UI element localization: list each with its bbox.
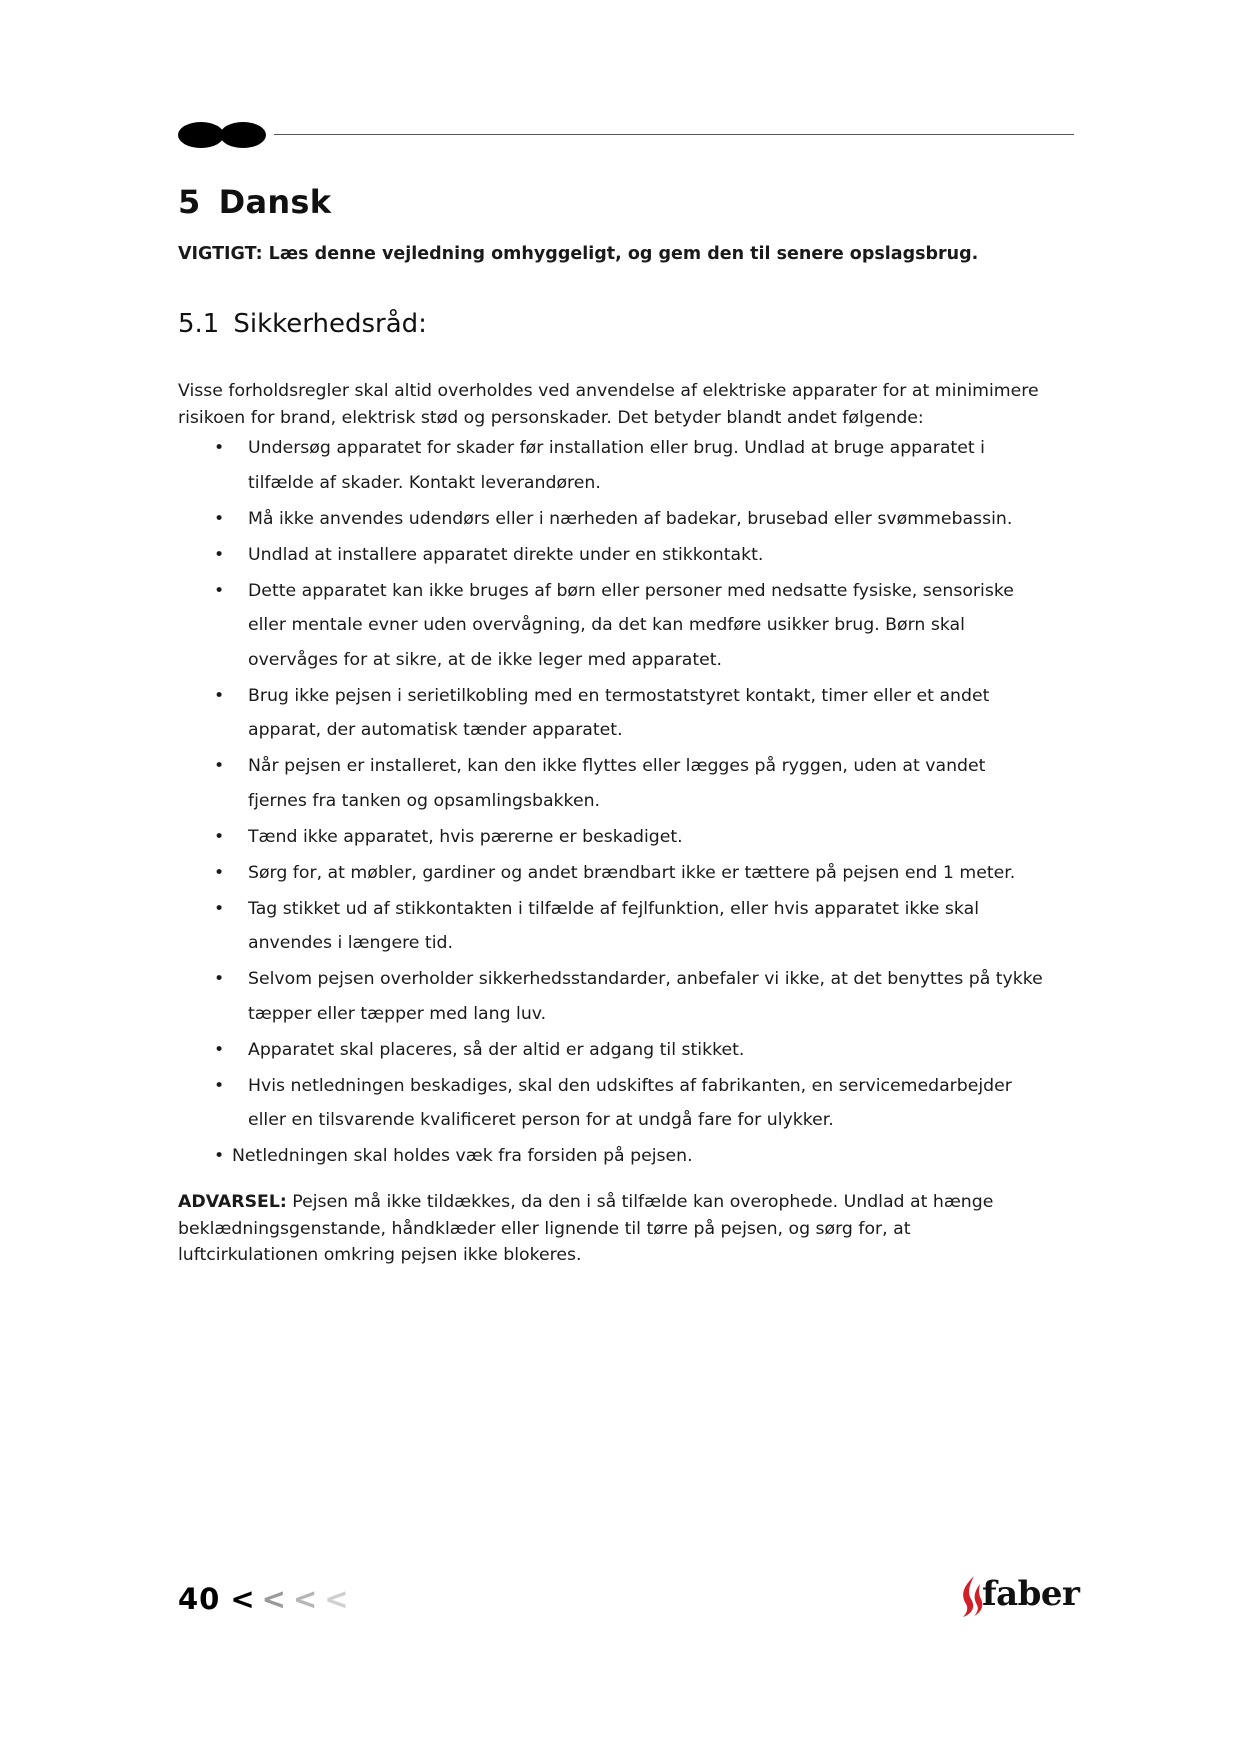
list-item-line: Apparatet skal placeres, så der altid er adgang til stikket. [248,1039,745,1060]
subsection-title [178,309,427,339]
list-item-line: Dette apparatet kan ikke bruges af børn eller personer med nedsatte fysiske, sensoriske [248,580,1014,601]
list-item [178,538,1078,573]
bullet-icon: • [214,685,225,706]
list-item-line: Må ikke anvendes udendørs eller i nærheden af badekar, brusebad eller svømmebassin. [248,508,1013,529]
list-item-line: Når pejsen er installeret, kan den ikke flyttes eller lægges på ryggen, uden at vandet [248,756,986,776]
flame-icon [958,1574,984,1618]
section-title-text: Dansk [218,183,332,221]
list-item-line: Tag stikket ud af stikkontakten i tilfælde af fejlfunktion, eller hvis apparatet ikke skal [248,898,979,919]
list-item-line: anvendes i længere tid. [248,933,453,953]
bullet-icon: • [214,1075,225,1096]
page-number: 40 [178,1582,221,1616]
chevron-icon: < [292,1582,319,1616]
list-item [178,1033,1078,1068]
bullet-icon: • [214,898,225,919]
faber-logo [958,1574,1088,1618]
chevron-icon: < [324,1582,350,1616]
bullet-icon: • [214,969,225,989]
list-item [178,820,1078,855]
list-item-line: tæpper eller tæpper med lang luv. [248,1003,547,1024]
bullet-icon: • [214,580,225,601]
intro-line-2: risikoen for brand, elektrisk stød og personskader. Det betyder blandt andet følgende: [178,407,924,428]
list-item-line: Undersøg apparatet for skader før installation eller brug. Undlad at bruge apparatet i [248,438,985,458]
bullet-icon: • [214,862,225,883]
header-mark [178,122,268,148]
list-item-line: overvåges for at sikre, at de ikke leger med apparatet. [248,649,723,670]
list-item-line: tilfælde af skader. Kontakt leverandøren. [248,472,601,493]
list-item [178,1139,1078,1174]
chevron-icon: < [230,1582,256,1616]
header-oval-right [220,122,266,148]
chevron-icon: < [261,1582,287,1616]
list-item-line: Hvis netledningen beskadiges, skal den udskiftes af fabrikanten, en servicemedarbejder [248,1075,1012,1096]
list-item-line: eller mentale evner uden overvågning, da det kan medføre usikker brug. Børn skal [248,615,965,635]
list-item-line: Undlad at installere apparatet direkte under en stikkontakt. [248,544,764,565]
list-item [178,574,1078,678]
list-item [178,1069,1078,1138]
list-item-line: eller en tilsvarende kvalificeret person for at undgå fare for ulykker. [248,1110,834,1130]
list-item-line: Selvom pejsen overholder sikkerhedsstandarder, anbefaler vi ikke, at det benyttes på tykke [248,969,1043,989]
list-item [178,856,1078,891]
list-item-line: Tænd ikke apparatet, hvis pærerne er beskadiget. [248,826,683,847]
header-rule [274,134,1074,135]
header-oval-left [178,122,224,148]
list-item [178,962,1078,1031]
subsection-title-text: Sikkerhedsråd: [233,309,427,339]
bullet-icon: • [214,544,225,565]
subsection-number: 5.1 [178,309,220,339]
safety-list [178,431,1078,1175]
list-item-line: apparat, der automatisk tænder apparatet. [248,720,623,740]
list-item [178,749,1078,818]
page-number-footer [178,1582,350,1616]
list-item-line: Netledningen skal holdes væk fra forsiden på pejsen. [232,1146,693,1166]
flame-stroke-outer [963,1576,974,1617]
list-item-line: Sørg for, at møbler, gardiner og andet brændbart ikke er tættere på pejsen end 1 meter. [248,862,1016,883]
bullet-icon: • [214,826,225,847]
bullet-icon: • [214,438,225,458]
list-item-line: Brug ikke pejsen i serietilkobling med en termostatstyret kontakt, timer eller et andet [248,685,990,706]
brand-wordmark: faber [982,1574,1080,1614]
list-item [178,431,1078,500]
list-item-line: fjernes fra tanken og opsamlingsbakken. [248,790,601,811]
bullet-icon: • [214,1146,225,1166]
warning-paragraph [178,1189,1068,1269]
list-item [178,679,1078,748]
important-notice: VIGTIGT: Læs denne vejledning omhyggeligt, og gem den til senere opslagsbrug. [178,244,979,264]
intro-line-1: Visse forholdsregler skal altid overholdes ved anvendelse af elektriske apparater for at minimimere [178,381,1039,401]
bullet-icon: • [214,508,225,529]
warning-label: ADVARSEL: [178,1192,287,1212]
list-item [178,502,1078,537]
warning-line-3: luftcirkulationen omkring pejsen ikke blokeres. [178,1245,582,1265]
bullet-icon: • [214,756,225,776]
bullet-icon: • [214,1039,225,1060]
warning-line-1: Pejsen må ikke tildækkes, da den i så tilfælde kan overophede. Undlad at hænge [286,1192,994,1212]
warning-line-2: beklædningsgenstande, håndklæder eller lignende til tørre på pejsen, og sørg for, at [178,1218,911,1239]
list-item [178,892,1078,961]
intro-paragraph [178,378,1068,431]
section-number: 5 [178,183,201,221]
section-title [178,183,331,221]
